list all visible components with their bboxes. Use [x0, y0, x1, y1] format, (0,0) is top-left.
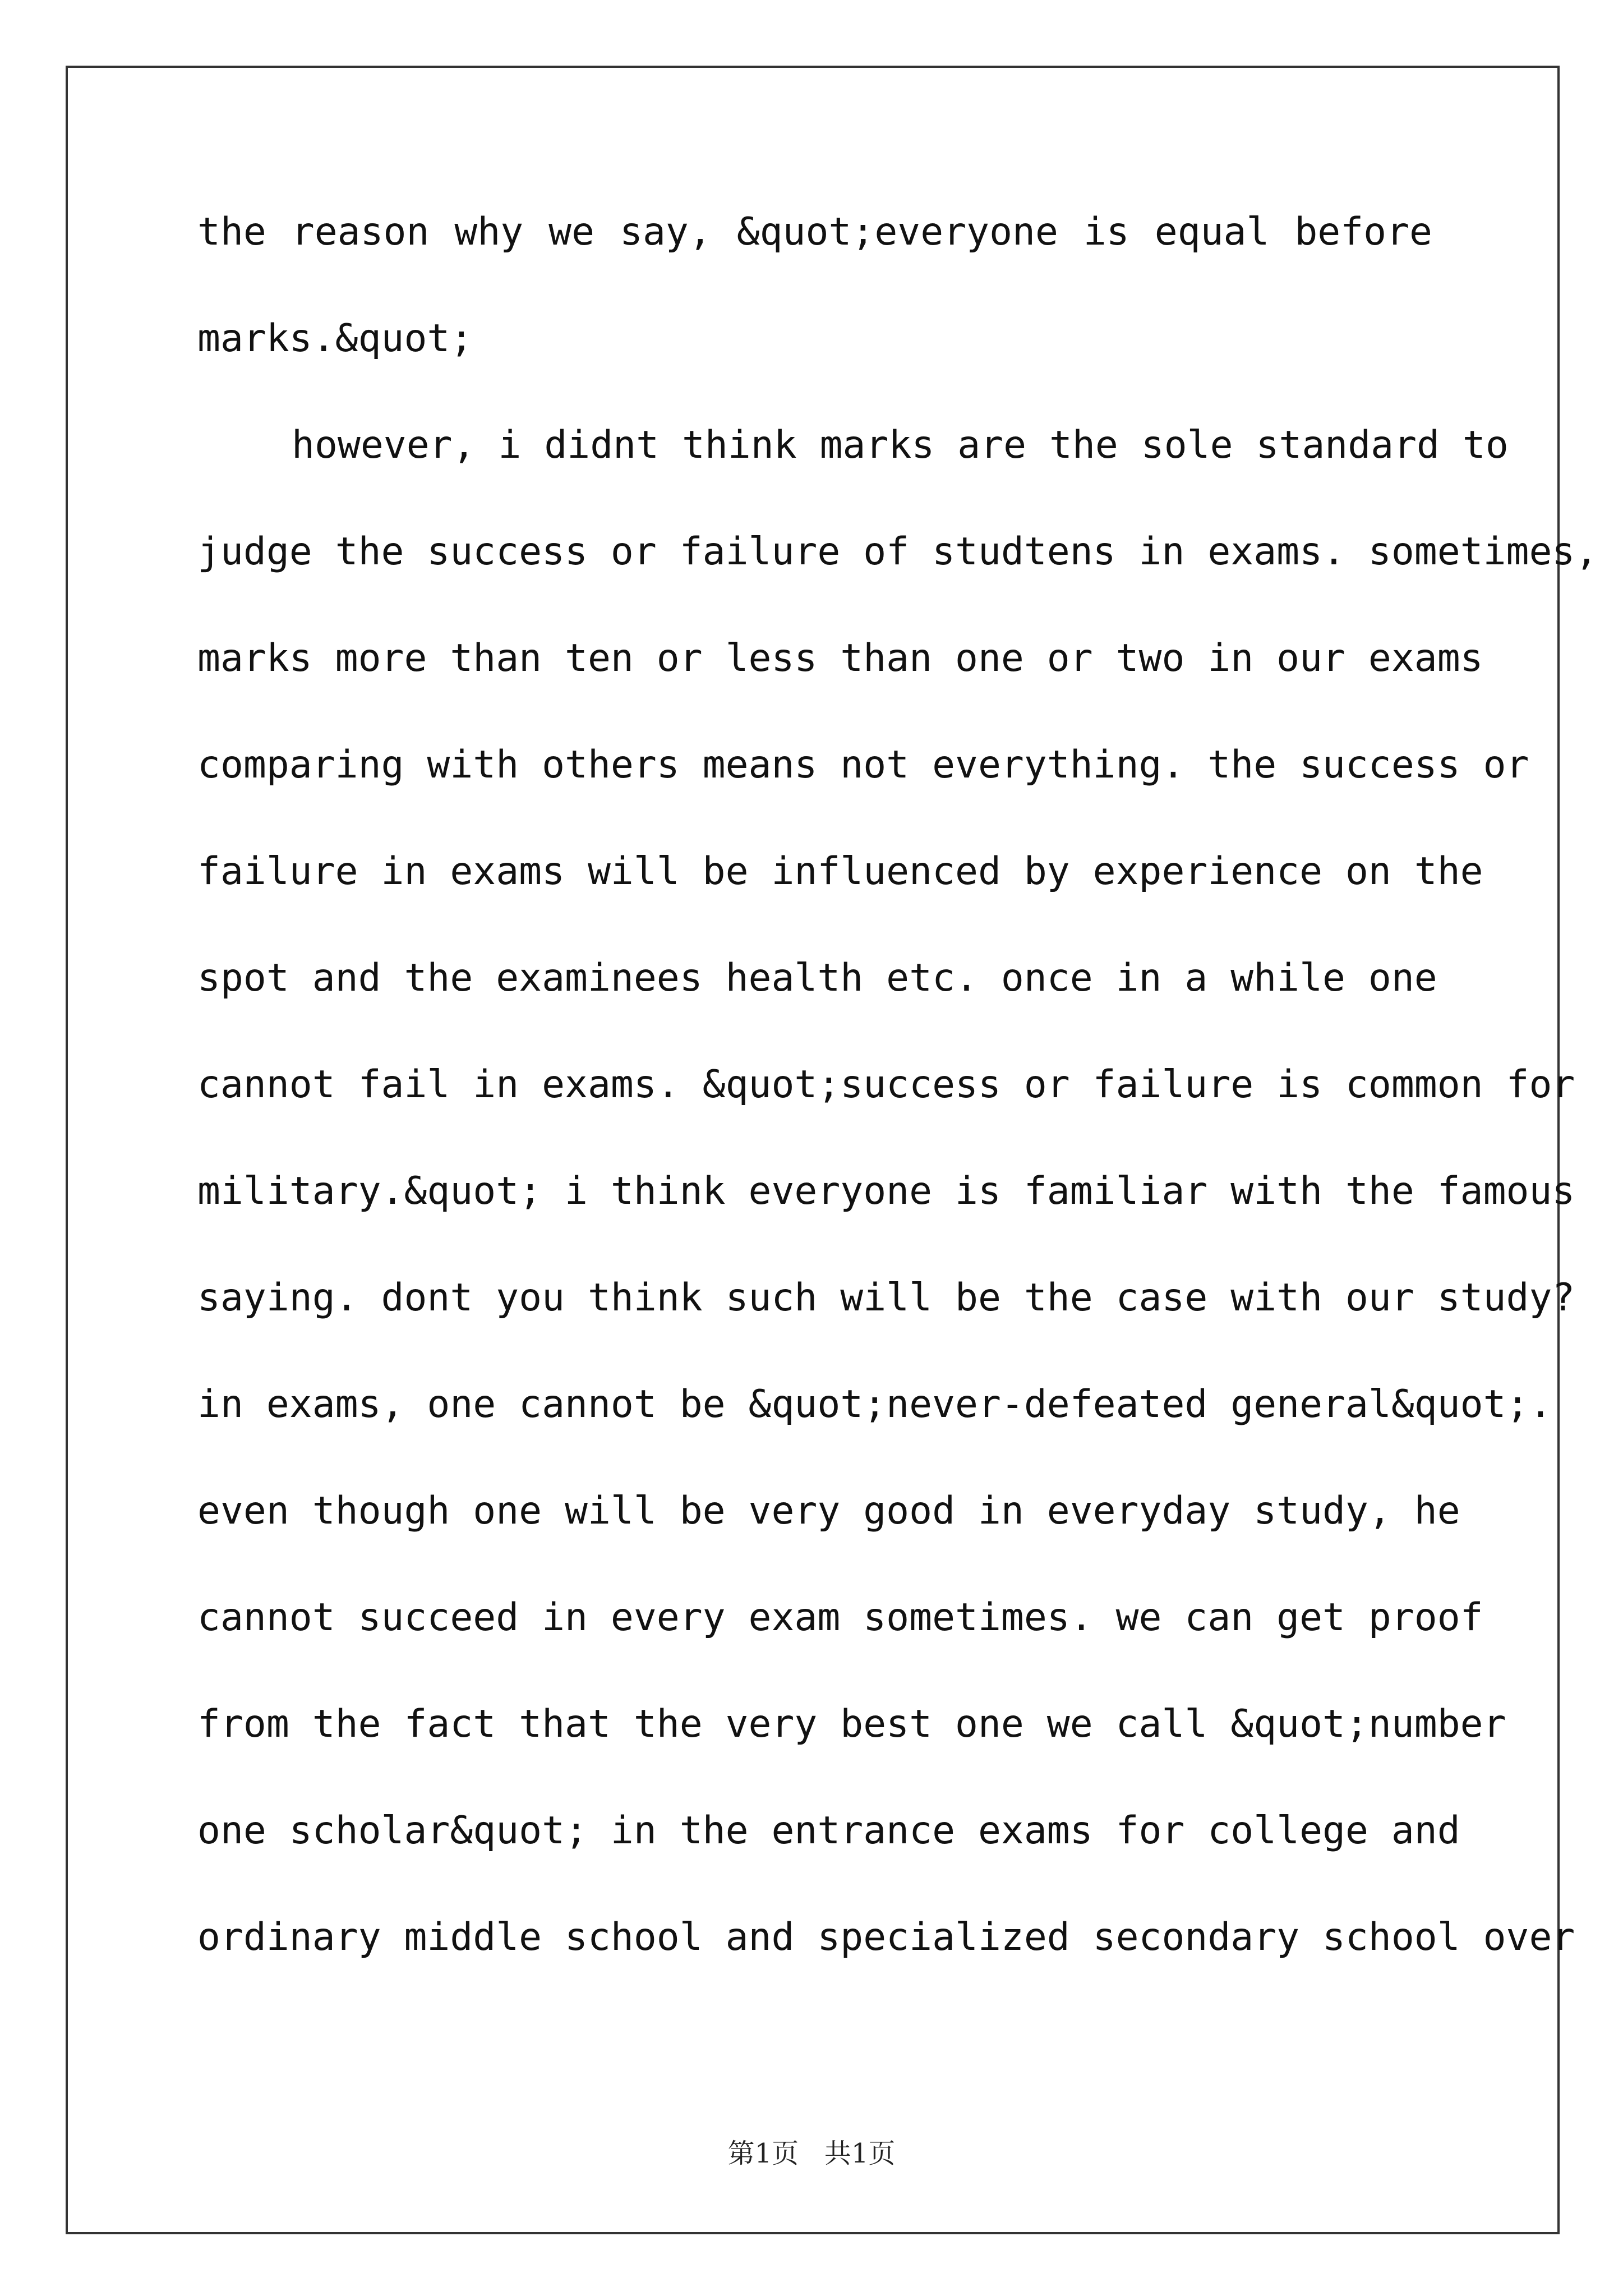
- page-footer: 第1页 共1页: [727, 2138, 896, 2169]
- text-line: however, i didnt think marks are the sole standard to: [292, 423, 1509, 467]
- text-line: from the fact that the very best one we call &quot;number: [197, 1702, 1506, 1746]
- text-line: failure in exams will be influenced by experience on the: [197, 849, 1483, 894]
- text-line: marks.&quot;: [197, 316, 473, 361]
- text-line: the reason why we say, &quot;everyone is equal before: [197, 210, 1432, 254]
- text-line: saying. dont you think such will be the case with our study?: [197, 1276, 1575, 1320]
- text-line: in exams, one cannot be &quot;never-defeated general&quot;.: [197, 1382, 1552, 1427]
- text-line: marks more than ten or less than one or two in our exams: [197, 636, 1483, 680]
- text-line: judge the success or failure of studtens in exams. sometimes,: [197, 530, 1598, 574]
- text-line: one scholar&quot; in the entrance exams for college and: [197, 1809, 1460, 1853]
- text-line: military.&quot; i think everyone is familiar with the famous: [197, 1169, 1575, 1213]
- text-line: ordinary middle school and specialized secondary school over: [197, 1915, 1575, 1959]
- text-line: cannot fail in exams. &quot;success or failure is common for: [197, 1062, 1575, 1107]
- text-line: even though one will be very good in everyday study, he: [197, 1489, 1460, 1533]
- document-body: [197, 210, 1598, 2025]
- text-line: spot and the examinees health etc. once in a while one: [197, 956, 1437, 1000]
- text-line: cannot succeed in every exam sometimes. we can get proof: [197, 1595, 1483, 1640]
- text-line: comparing with others means not everything. the success or: [197, 743, 1529, 787]
